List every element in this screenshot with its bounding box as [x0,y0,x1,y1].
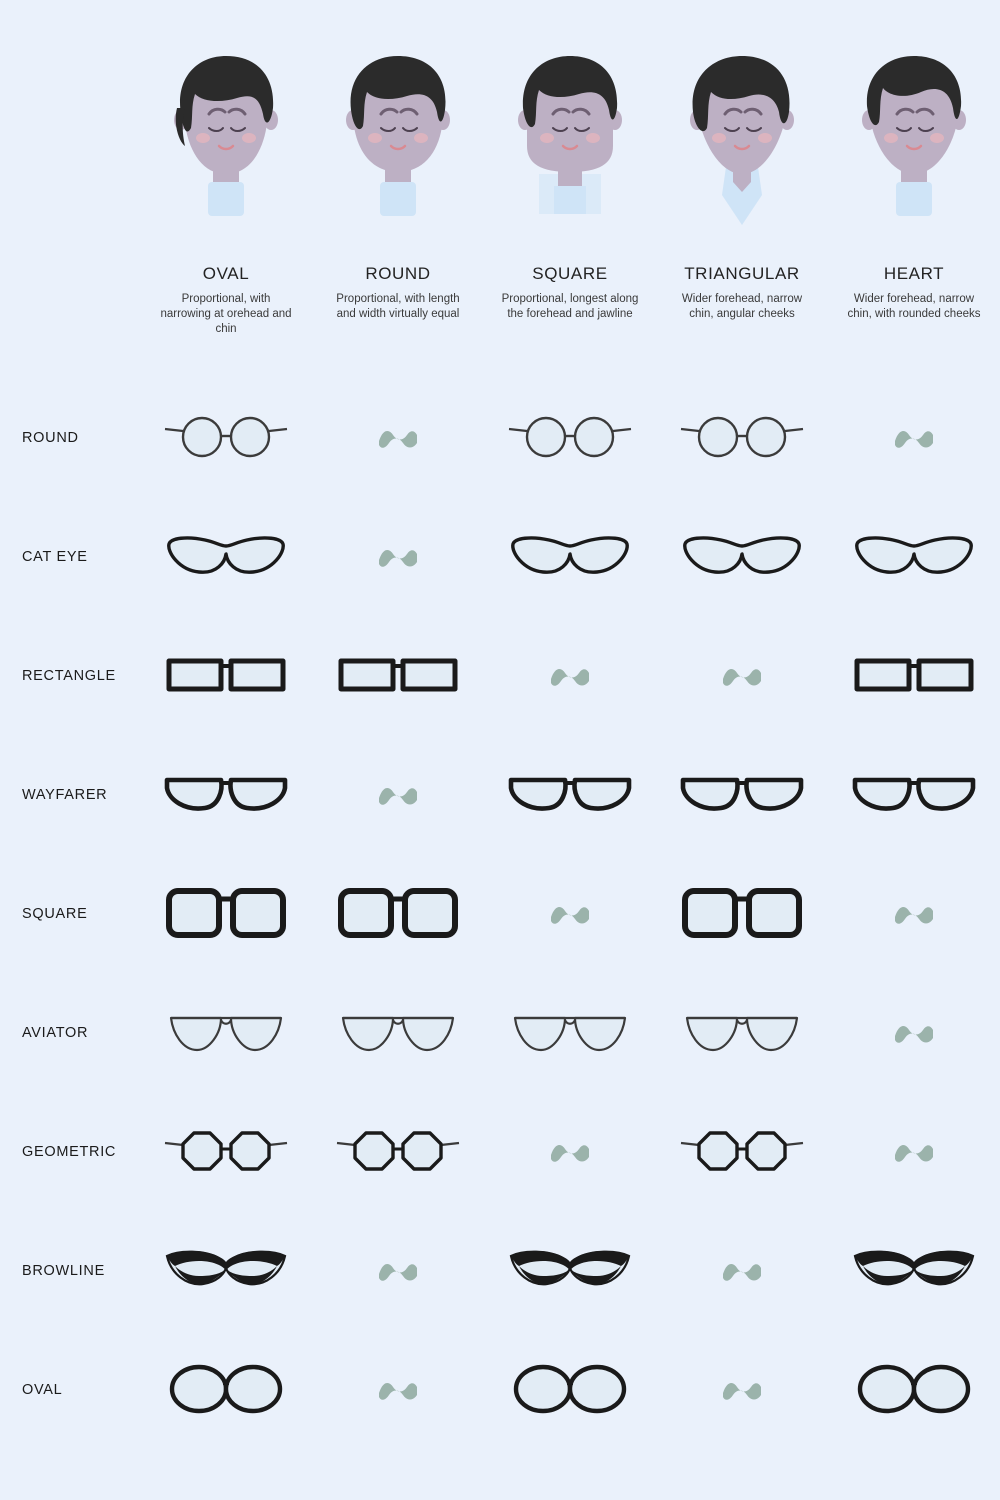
face-illustration-triangular [667,50,817,250]
not-recommended-browline-for-round [312,1211,484,1330]
frame-row-label-oval: OVAL [22,1381,63,1398]
face-description-square: Proportional, longest along the forehead and jawline [501,293,639,320]
not-recommended-wayfarer-for-round [312,735,484,854]
face-column-oval [140,50,312,370]
frame-matrix [0,378,1000,1449]
face-illustration-square [495,50,645,250]
face-name-heart: HEART [883,264,945,283]
frame-oval-for-oval[interactable] [140,1330,312,1449]
frame-wayfarer-for-oval[interactable] [140,735,312,854]
not-recommended-oval-for-triangular [656,1330,828,1449]
not-recommended-browline-for-triangular [656,1211,828,1330]
frame-row-round [0,378,1000,497]
frame-geometric-for-triangular[interactable] [656,1092,828,1211]
frame-aviator-for-square[interactable] [484,973,656,1092]
face-illustration-heart [839,50,989,250]
frame-row-square [0,854,1000,973]
frame-wayfarer-for-heart[interactable] [828,735,1000,854]
frame-wayfarer-for-triangular[interactable] [656,735,828,854]
not-recommended-square-for-square [484,854,656,973]
frame-row-label-geometric: GEOMETRIC [22,1143,117,1160]
frame-geometric-for-round[interactable] [312,1092,484,1211]
frame-cateye-for-square[interactable] [484,497,656,616]
frame-cateye-for-oval[interactable] [140,497,312,616]
header-corner-spacer [0,50,140,370]
face-column-triangular [656,50,828,370]
frame-aviator-for-triangular[interactable] [656,973,828,1092]
not-recommended-square-for-heart [828,854,1000,973]
frame-row-label-rectangle: RECTANGLE [22,667,116,684]
not-recommended-cateye-for-round [312,497,484,616]
frame-browline-for-square[interactable] [484,1211,656,1330]
not-recommended-rectangle-for-square [484,616,656,735]
face-name-triangular: TRIANGULAR [684,264,800,283]
face-description-round: Proportional, with length and width virtually equal [336,293,460,320]
not-recommended-rectangle-for-triangular [656,616,828,735]
frame-oval-for-square[interactable] [484,1330,656,1449]
not-recommended-aviator-for-heart [828,973,1000,1092]
face-illustration-oval [151,50,301,250]
frame-rectangle-for-oval[interactable] [140,616,312,735]
frame-square-for-round[interactable] [312,854,484,973]
frame-row-rectangle [0,616,1000,735]
frame-browline-for-heart[interactable] [828,1211,1000,1330]
frame-cateye-for-triangular[interactable] [656,497,828,616]
frame-rectangle-for-round[interactable] [312,616,484,735]
face-description-triangular: Wider forehead, narrow chin, angular cheeks [681,293,803,320]
frame-row-label-wayfarer: WAYFARER [22,786,108,803]
frame-wayfarer-for-square[interactable] [484,735,656,854]
frame-rectangle-for-heart[interactable] [828,616,1000,735]
face-column-square [484,50,656,370]
not-recommended-geometric-for-square [484,1092,656,1211]
frame-row-label-aviator: AVIATOR [22,1024,89,1041]
face-illustration-round [323,50,473,250]
frame-row-label-round: ROUND [22,429,79,446]
frame-round-for-triangular[interactable] [656,378,828,497]
frame-oval-for-heart[interactable] [828,1330,1000,1449]
face-description-heart: Wider forehead, narrow chin, with rounded cheeks [847,293,981,320]
face-name-oval: OVAL [202,264,250,283]
frame-square-for-triangular[interactable] [656,854,828,973]
frame-row-oval [0,1330,1000,1449]
frame-aviator-for-round[interactable] [312,973,484,1092]
frame-row-label-square: SQUARE [22,905,88,922]
frame-row-browline [0,1211,1000,1330]
frame-round-for-oval[interactable] [140,378,312,497]
frame-row-label-browline: BROWLINE [22,1262,105,1279]
face-description-oval: Proportional, with narrowing at orehead and chin [160,293,292,335]
frame-row-cateye [0,497,1000,616]
frame-row-label-cateye: CAT EYE [22,548,88,565]
not-recommended-geometric-for-heart [828,1092,1000,1211]
not-recommended-round-for-round [312,378,484,497]
frame-row-geometric [0,1092,1000,1211]
face-column-round [312,50,484,370]
face-column-heart [828,50,1000,370]
frame-browline-for-oval[interactable] [140,1211,312,1330]
face-header-row [0,50,1000,370]
not-recommended-round-for-heart [828,378,1000,497]
face-name-round: ROUND [365,264,431,283]
frame-square-for-oval[interactable] [140,854,312,973]
frame-aviator-for-oval[interactable] [140,973,312,1092]
frame-row-wayfarer [0,735,1000,854]
frame-round-for-square[interactable] [484,378,656,497]
frame-geometric-for-oval[interactable] [140,1092,312,1211]
not-recommended-oval-for-round [312,1330,484,1449]
face-name-square: SQUARE [532,264,608,283]
frame-cateye-for-heart[interactable] [828,497,1000,616]
frame-row-aviator [0,973,1000,1092]
